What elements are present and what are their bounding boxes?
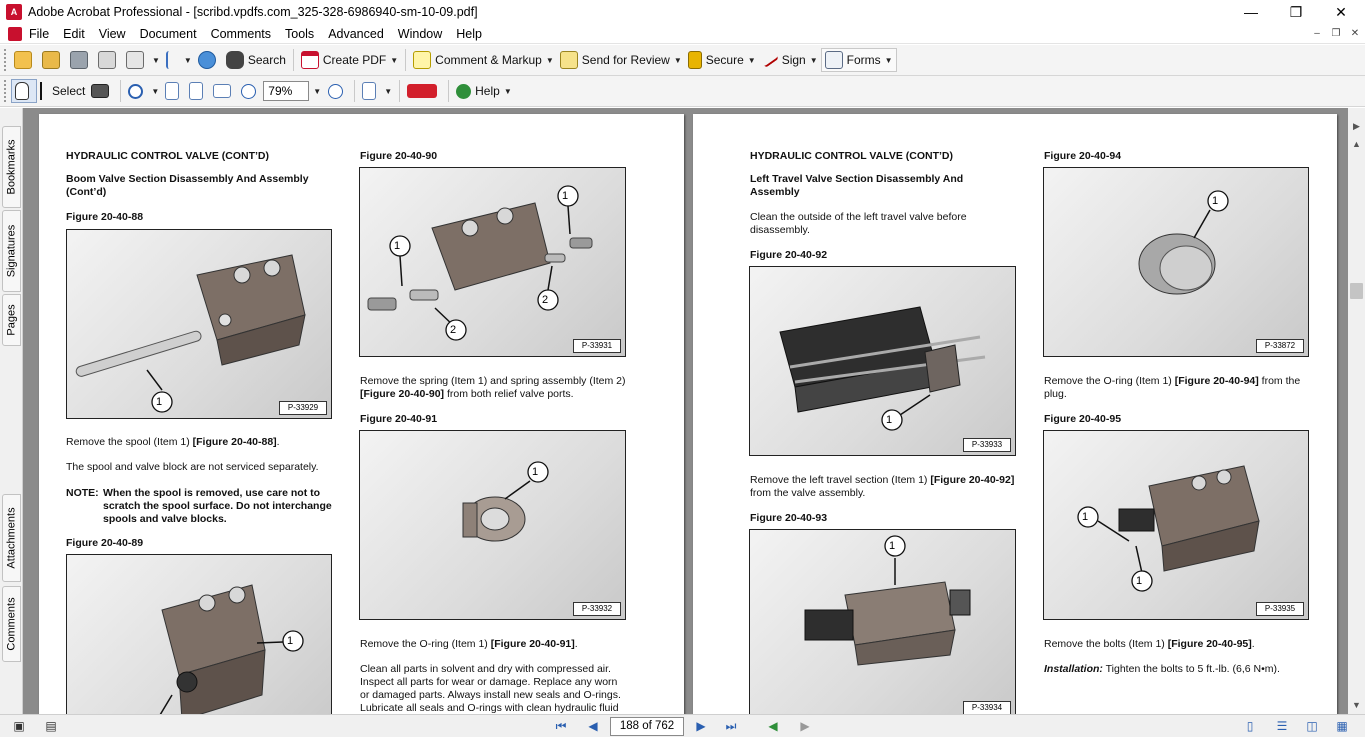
save-disk-icon [70, 51, 88, 69]
tab-signatures-label: Signatures [5, 224, 18, 278]
comment-note-icon [413, 51, 431, 69]
figure-90-label: Figure 20-40-90 [360, 150, 438, 162]
figure-91-label: Figure 20-40-91 [360, 413, 438, 425]
camera-icon [91, 84, 109, 98]
pen-sign-icon [761, 52, 779, 68]
single-page-layout-icon[interactable]: ▯ [1246, 719, 1254, 733]
doc-close-button[interactable]: ✕ [1350, 28, 1360, 39]
fit-page-icon [189, 82, 203, 100]
menu-document[interactable]: Document [139, 26, 197, 41]
relief-valve-parts-illustration [360, 168, 626, 357]
paragraph-clean-line-4: Lubricate all seals and O-rings with clean hydraulic fluid [360, 702, 619, 714]
vertical-scrollbar[interactable] [1348, 108, 1365, 714]
next-page-icon[interactable]: ▶ [696, 719, 706, 733]
paragraph-clean-outside-cont: disassembly. [750, 224, 810, 236]
hand-icon [15, 82, 29, 100]
figure-reference: [Figure 20-40-91] [490, 638, 575, 650]
status-bar [0, 714, 1365, 737]
note-line-3: spools and valve blocks. [103, 513, 227, 525]
toolbar-grip[interactable] [4, 80, 8, 102]
sign-label: Sign [781, 53, 806, 67]
paragraph-remove-left-travel-cont: from the valve assembly. [750, 487, 866, 499]
scroll-up-arrow-icon[interactable]: ▲ [1352, 139, 1361, 149]
chevron-down-icon: ▼ [152, 55, 160, 65]
callout-number: 1 [394, 240, 401, 252]
previous-view-icon[interactable]: ◀ [768, 719, 778, 733]
paragraph-text: . [574, 638, 578, 650]
minimize-button[interactable]: — [1244, 4, 1258, 20]
chevron-down-icon: ▼ [384, 86, 393, 96]
menu-advanced[interactable]: Advanced [328, 26, 384, 41]
binoculars-icon [226, 51, 244, 69]
hand-tool-button[interactable] [11, 79, 37, 103]
paragraph-text: from both relief valve ports. [444, 388, 574, 400]
figure-91-code: P-33932 [573, 602, 621, 616]
paragraph-remove-oring [360, 638, 578, 651]
chevron-down-icon: ▼ [747, 55, 756, 65]
magnifier-plus-icon [128, 84, 143, 99]
note-line-2: scratch the spool surface. Do not interchange [103, 500, 332, 512]
paragraph-remove-bolts [1044, 638, 1255, 651]
document-viewport[interactable] [23, 108, 1348, 714]
paragraph-installation [1044, 663, 1280, 676]
pdf-page-left [39, 114, 684, 714]
note-line-1: When the spool is removed, use care not to [103, 487, 321, 499]
callout-number: 2 [542, 294, 549, 306]
paragraph-not-serviced: The spool and valve block are not serviced separately. [66, 461, 319, 473]
callout-number: 1 [562, 190, 569, 202]
figure-reference: [Figure 20-40-95] [1167, 638, 1252, 650]
create-pdf-icon [301, 51, 319, 69]
figure-95-photo [1043, 430, 1309, 620]
page-heading: HYDRAULIC CONTROL VALVE (CONT’D) [750, 150, 953, 162]
paragraph-clean-line-3: or damaged parts. Always install new seals and O-rings. [360, 689, 621, 701]
callout-number: 1 [1212, 195, 1219, 207]
paragraph-text: from the [1258, 375, 1301, 387]
chevron-down-icon: ▼ [809, 55, 818, 65]
sign-button[interactable] [759, 48, 821, 72]
tab-attachments[interactable] [2, 494, 21, 582]
forms-button[interactable] [821, 48, 897, 72]
toolbar-separator [399, 80, 400, 102]
send-review-label: Send for Review [581, 53, 670, 67]
doc-minimize-button[interactable]: – [1314, 28, 1320, 39]
secure-button[interactable] [685, 48, 759, 72]
search-button[interactable] [223, 48, 289, 72]
doc-restore-button[interactable]: ❐ [1331, 28, 1341, 39]
first-page-icon[interactable]: ⏮ [555, 719, 567, 733]
callout-number: 1 [532, 466, 539, 478]
figure-88-label: Figure 20-40-88 [66, 211, 144, 223]
o-ring-fitting-illustration [360, 431, 626, 620]
title-bar [0, 0, 1365, 24]
scrollbar-thumb[interactable] [1350, 283, 1363, 299]
forms-label: Forms [846, 53, 881, 67]
continuous-facing-layout-icon[interactable]: ▦ [1336, 719, 1348, 733]
email-button[interactable] [123, 48, 163, 72]
callout-number: 1 [889, 540, 896, 552]
yahoo-toolbar-button[interactable] [404, 79, 444, 103]
facing-layout-icon[interactable]: ◫ [1306, 719, 1318, 733]
figure-88-code: P-33929 [279, 401, 327, 415]
last-page-icon[interactable]: ⏭ [725, 719, 737, 733]
figure-91-photo [359, 430, 626, 620]
help-button[interactable] [453, 79, 515, 103]
paragraph-remove-spring: Remove the spring (Item 1) and spring assembly (Item 2) [360, 375, 626, 387]
valve-section-bolts-illustration [1044, 431, 1309, 620]
scroll-down-arrow-icon[interactable]: ▼ [1352, 700, 1361, 710]
figure-95-code: P-33935 [1256, 602, 1304, 616]
menu-window[interactable]: Window [397, 26, 443, 41]
callout-number: 1 [1082, 511, 1089, 523]
close-button[interactable]: ✕ [1335, 4, 1347, 20]
tab-comments[interactable] [2, 586, 21, 662]
travel-section-illustration [750, 530, 1016, 714]
attach-button[interactable] [163, 48, 195, 72]
rotate-page-icon [362, 82, 376, 100]
figure-92-photo [749, 266, 1016, 456]
figure-94-label: Figure 20-40-94 [1044, 150, 1122, 162]
paragraph-clean-outside: Clean the outside of the left travel valve before [750, 211, 967, 223]
continuous-layout-icon[interactable]: ☰ [1276, 719, 1288, 733]
figure-reference: [Figure 20-40-90] [360, 388, 445, 400]
zoom-plus-icon [328, 84, 343, 99]
tab-pages[interactable] [2, 294, 21, 346]
section-subheading: Boom Valve Section Disassembly And Assembly [66, 173, 309, 185]
tab-bookmarks[interactable] [2, 126, 21, 208]
figure-90-photo [359, 167, 626, 357]
create-pdf-label: Create PDF [322, 53, 387, 67]
chevron-down-icon: ▼ [884, 55, 893, 65]
page-number-field[interactable]: 188 of 762 [610, 717, 684, 736]
fit-page-button[interactable] [186, 79, 210, 103]
yahoo-icon [407, 84, 437, 98]
folder-open-icon [14, 51, 32, 69]
figure-93-label: Figure 20-40-93 [750, 512, 828, 524]
forms-icon [825, 51, 843, 69]
paragraph-remove-spring-cont [360, 388, 574, 401]
snapshot-button[interactable] [88, 79, 116, 103]
figure-92-label: Figure 20-40-92 [750, 249, 828, 261]
text-cursor-icon [40, 82, 48, 100]
pdf-page-right [693, 114, 1337, 714]
paragraph-remove-left-travel [750, 474, 1014, 487]
menu-view[interactable]: View [98, 26, 126, 41]
organizer-icon [42, 51, 60, 69]
file-toolbar [0, 45, 1365, 76]
callout-number: 2 [450, 324, 457, 336]
comment-markup-button[interactable] [410, 48, 557, 72]
globe-search-icon [198, 51, 216, 69]
select-label: Select [52, 84, 86, 98]
valve-block-spool-illustration [67, 230, 332, 419]
paragraph-clean-line-1: Clean all parts in solvent and dry with compressed air. [360, 663, 611, 675]
callout-number: 1 [287, 635, 294, 647]
figure-88-photo [66, 229, 332, 419]
paragraph-text: Remove the left travel section (Item 1) [750, 474, 931, 486]
scroll-right-arrow-icon[interactable]: ▶ [1353, 121, 1360, 131]
menu-tools[interactable]: Tools [285, 26, 315, 41]
rotate-view-button[interactable] [359, 79, 395, 103]
zoom-out-button[interactable] [238, 79, 263, 103]
installation-label: Installation: [1044, 663, 1103, 675]
figure-reference: [Figure 20-40-94] [1174, 375, 1259, 387]
callout-number: 1 [156, 396, 163, 408]
toolbar-separator [405, 49, 406, 71]
toolbar-separator [354, 80, 355, 102]
zoom-dropdown-chevron-icon[interactable]: ▼ [313, 86, 322, 96]
page-options-icon[interactable]: ▤ [45, 719, 57, 733]
select-tool-button[interactable] [37, 79, 88, 103]
paragraph-remove-oring-plug-cont: plug. [1044, 388, 1067, 400]
figure-93-photo [749, 529, 1016, 714]
menu-help[interactable]: Help [456, 26, 482, 41]
section-subheading-cont: (Cont’d) [66, 186, 107, 198]
figure-89-label: Figure 20-40-89 [66, 537, 144, 549]
web-search-button[interactable] [195, 48, 223, 72]
comment-markup-label: Comment & Markup [435, 53, 542, 67]
figure-reference: [Figure 20-40-92] [930, 474, 1015, 486]
paragraph-text: Tighten the bolts to 5 ft.-lb. (6,6 N•m). [1102, 663, 1280, 675]
figure-92-code: P-33933 [963, 438, 1011, 452]
menu-file[interactable]: File [29, 26, 50, 41]
figure-94-code: P-33872 [1256, 339, 1304, 353]
paragraph-text: Remove the O-ring (Item 1) [1044, 375, 1175, 387]
lock-icon [688, 51, 702, 69]
toolbar-grip[interactable] [4, 49, 8, 71]
toolbar-separator [293, 49, 294, 71]
figure-94-photo [1043, 167, 1309, 357]
figure-reference: [Figure 20-40-88] [192, 436, 277, 448]
next-view-icon[interactable]: ▶ [800, 719, 810, 733]
figure-95-label: Figure 20-40-95 [1044, 413, 1122, 425]
paragraph-clean-line-2: Inspect all parts for wear or damage. Replace any worn [360, 676, 618, 688]
valve-assembly-illustration [750, 267, 1016, 456]
note-label: NOTE: [66, 487, 99, 499]
chevron-down-icon: ▼ [151, 86, 160, 96]
create-pdf-button[interactable] [298, 48, 401, 72]
tab-attachments-label: Attachments [5, 507, 18, 569]
print-button[interactable] [95, 48, 123, 72]
page-heading: HYDRAULIC CONTROL VALVE (CONT’D) [66, 150, 269, 162]
tab-bookmarks-label: Bookmarks [5, 139, 18, 195]
actual-size-page-icon [165, 82, 179, 100]
fit-width-button[interactable] [210, 79, 238, 103]
help-question-icon [456, 84, 471, 99]
zoom-minus-icon [241, 84, 256, 99]
chevron-down-icon: ▼ [673, 55, 682, 65]
section-subheading: Left Travel Valve Section Disassembly And [750, 173, 964, 185]
send-review-button[interactable] [557, 48, 685, 72]
toolbar-separator [120, 80, 121, 102]
zoom-in-button[interactable] [325, 79, 350, 103]
menu-bar [0, 24, 1365, 44]
paragraph-text: Remove the bolts (Item 1) [1044, 638, 1168, 650]
send-review-icon [560, 51, 578, 69]
window-title: Adobe Acrobat Professional - [scribd.vpdfs.com_325-328-6986940-sm-10-09.pdf] [28, 5, 478, 19]
previous-page-icon[interactable]: ◀ [588, 719, 598, 733]
zoom-level-input[interactable] [263, 81, 309, 101]
tab-signatures[interactable] [2, 210, 21, 292]
toolbar-separator [448, 80, 449, 102]
figure-93-code: P-33934 [963, 701, 1011, 714]
search-label: Search [247, 53, 286, 67]
paragraph-text: . [276, 436, 280, 448]
zoom-in-tool-button[interactable] [125, 79, 162, 103]
printer-icon [98, 51, 116, 69]
acrobat-app-icon: A [6, 4, 22, 20]
paperclip-icon [166, 51, 176, 69]
save-button[interactable] [67, 48, 95, 72]
chevron-down-icon: ▼ [545, 55, 554, 65]
help-label: Help [475, 84, 500, 98]
callout-number: 1 [1136, 575, 1143, 587]
restore-button[interactable]: ❐ [1289, 4, 1303, 20]
callout-number: 1 [886, 414, 893, 426]
chevron-down-icon: ▼ [183, 55, 192, 65]
email-icon [126, 51, 144, 69]
paragraph-text: . [1251, 638, 1255, 650]
navigation-panel [0, 108, 23, 714]
paragraph-text: Remove the spool (Item 1) [66, 436, 193, 448]
tab-pages-label: Pages [5, 304, 18, 336]
figure-90-code: P-33931 [573, 339, 621, 353]
plug-illustration [1044, 168, 1309, 357]
open-button[interactable] [11, 48, 39, 72]
menu-edit[interactable]: Edit [63, 26, 85, 41]
paragraph-text: Remove the O-ring (Item 1) [360, 638, 491, 650]
paragraph-remove-oring-plug [1044, 375, 1300, 388]
navigation-toolbar [0, 76, 1365, 107]
paragraph-remove-spool [66, 436, 280, 449]
chevron-down-icon: ▼ [503, 86, 512, 96]
organizer-button[interactable] [39, 48, 67, 72]
figure-89-photo [66, 554, 332, 714]
tab-comments-label: Comments [5, 597, 18, 651]
actual-size-button[interactable] [162, 79, 186, 103]
secure-label: Secure [705, 53, 744, 67]
section-subheading-cont: Assembly [750, 186, 800, 198]
fit-width-icon [213, 84, 231, 98]
menu-comments[interactable]: Comments [210, 26, 271, 41]
document-icon[interactable] [8, 27, 22, 41]
toggle-nav-panel-icon[interactable]: ▣ [13, 719, 25, 733]
chevron-down-icon: ▼ [390, 55, 399, 65]
